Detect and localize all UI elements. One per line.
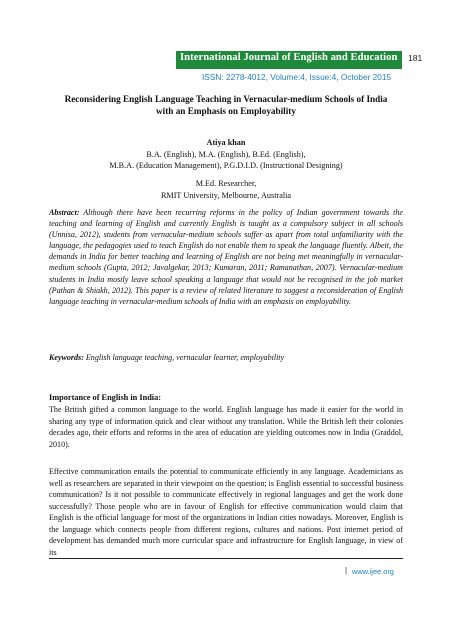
paper-title [40,94,412,117]
abstract-label: Abstract: [49,208,80,217]
issn-line: ISSN: 2278-4012, Volume:4, Issue:4, October 2015 [202,72,392,82]
author-qualifications-2: M.B.A. (Education Management), P.G.D.I.D. (Instructional Designing) [109,161,343,171]
author-qualifications-1: B.A. (English), M.A. (English), B.Ed. (English), [146,149,306,159]
keywords-label: Keywords: [49,353,84,362]
section-heading: Importance of English in India: [49,393,162,402]
affiliation-line-1: M.Ed. Researcher, [195,179,257,188]
body-paragraph-2: Effective communication entails the potential to communicate efficiently in any language. Academicians as well as researchers are separated in their viewpoint on the question; is English essential to successful business communication? Is it not possible to communicate effectively in regional languages and get the work done successfully? Those people who are in favour of English for effective communication would claim that English is the official language for most of the organizations in Indian cities nowadays. Moreover, English is the language which connects people from different regions, cultures and nations. Post internet period of development has demanded much more curricular space and infrastructure for English language, in view of its [49,467,403,557]
body-paragraph-1: The British gifted a common language to the world. English language has made it easier for the world in sharing any type of information quick and clear without any translation. While the British left their colonies decades ago, their efforts and reforms in the area of education are yielding outcomes now in India (Graddol, 2010). [49,405,403,449]
paper-title-line-2: with an Emphasis on Employability [156,105,296,116]
abstract [49,207,403,307]
footer-url-link[interactable]: www.ijee.org [352,567,394,576]
affiliation-line-2: RMIT University, Melbourne, Australia [160,190,292,200]
page-number: 181 [408,53,423,63]
keywords [49,352,403,363]
footer-separator: | [345,566,348,575]
journal-title: International Journal of English and Education [180,52,398,63]
abstract-text: Although there have been recurring reforms in the policy of Indian government towards the teaching and learning of English and currently English is taught as a compulsory subject in all schools (Unnisa, 2012), students from vernacular-medium schools suffer as apart from total unfamiliarity with the language, the pedagogies used to teach English do not enable them to speak the language fluently. Albeit, the demands in India for better teaching and learning of English are not being met meaningfully in vernacular-medium schools (Gupta, 2012; Javalgekar, 2013; Kumaran, 2011; Ramanathan, 2007). Vernacular-medium students in India mostly leave school speaking a language that would not be recognised in the job market (Pathan & Shiakh, 2012). This paper is a review of related literature to suggest a reconsideration of English language teaching in vernacular-medium schools of India with an emphasis on employability. [49,208,404,306]
author-block [40,137,412,172]
affiliation-block [40,178,412,201]
author-name: Atiya khan [206,138,246,147]
paper-title-line-1: Reconsidering English Language Teaching in Vernacular-medium Schools of India [64,94,388,104]
keywords-text: English language teaching, vernacular learner, employability [85,353,285,362]
footer-rule [49,558,403,559]
